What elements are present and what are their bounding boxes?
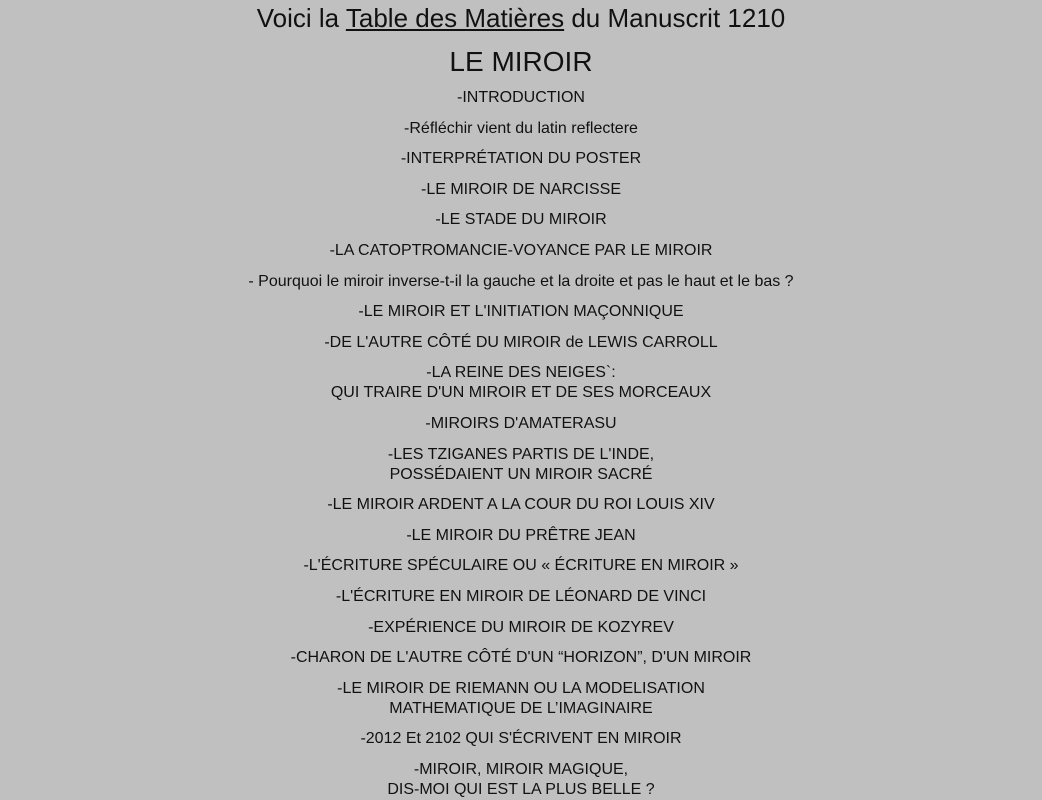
- toc-item[interactable]: [0, 760, 1042, 800]
- toc-item-line: -CHARON DE L'AUTRE CÔTÉ D'UN “HORIZON”, D'UN MIROIR: [290, 649, 752, 667]
- toc-item-line: -LE MIROIR ET L'INITIATION MAÇONNIQUE: [358, 303, 684, 321]
- toc-item[interactable]: [0, 180, 1042, 200]
- toc-item[interactable]: [0, 363, 1042, 403]
- page-heading: [0, 2, 1042, 34]
- toc-item[interactable]: [0, 333, 1042, 353]
- toc-item-line: -L'ÉCRITURE EN MIROIR DE LÉONARD DE VINCI: [335, 587, 707, 605]
- toc-item-line: -DE L'AUTRE CÔTÉ DU MIROIR de LEWIS CARROLL: [324, 333, 718, 351]
- toc-item-line: POSSÉDAIENT UN MIROIR SACRÉ: [389, 465, 653, 483]
- table-of-contents: [0, 88, 1042, 800]
- toc-item[interactable]: [0, 302, 1042, 322]
- toc-item-line: DIS-MOI QUI EST LA PLUS BELLE ?: [387, 780, 655, 798]
- toc-item-line: -LA REINE DES NEIGES`:: [426, 364, 616, 382]
- toc-item-line: -INTERPRÉTATION DU POSTER: [400, 150, 642, 168]
- toc-item-line: -EXPÉRIENCE DU MIROIR DE KOZYREV: [368, 618, 674, 636]
- toc-item-line: MATHEMATIQUE DE L’IMAGINAIRE: [389, 699, 653, 717]
- heading-suffix: du Manuscrit 1210: [564, 3, 786, 33]
- table-of-contents-link[interactable]: Table des Matières: [345, 3, 565, 33]
- page-title: LE MIROIR: [449, 46, 593, 77]
- toc-item-line: -MIROIRS D'AMATERASU: [425, 414, 617, 432]
- toc-item[interactable]: [0, 241, 1042, 261]
- toc-item[interactable]: [0, 526, 1042, 546]
- toc-item-line: -LE MIROIR DU PRÊTRE JEAN: [406, 526, 636, 544]
- toc-item-line: -2012 Et 2102 QUI S'ÉCRIVENT EN MIROIR: [360, 730, 682, 748]
- toc-item[interactable]: [0, 119, 1042, 139]
- toc-item-line: -LE MIROIR DE NARCISSE: [420, 180, 622, 198]
- toc-item[interactable]: [0, 272, 1042, 292]
- toc-item[interactable]: [0, 495, 1042, 515]
- toc-item[interactable]: [0, 618, 1042, 638]
- toc-item[interactable]: [0, 729, 1042, 749]
- toc-item-line: -Réfléchir vient du latin reflectere: [404, 119, 638, 137]
- toc-item-line: -LES TZIGANES PARTIS DE L'INDE,: [387, 445, 655, 463]
- toc-item-line: -INTRODUCTION: [457, 89, 585, 106]
- toc-item-line: - Pourquoi le miroir inverse-t-il la gauche et la droite et pas le haut et le bas ?: [248, 272, 794, 290]
- toc-item-line: -LE MIROIR ARDENT A LA COUR DU ROI LOUIS XIV: [327, 496, 715, 514]
- toc-item[interactable]: [0, 149, 1042, 169]
- toc-item-line: -LE MIROIR DE RIEMANN OU LA MODELISATION: [337, 679, 705, 697]
- toc-item-line: QUI TRAIRE D'UN MIROIR ET DE SES MORCEAUX: [330, 384, 712, 402]
- toc-item[interactable]: [0, 679, 1042, 719]
- toc-item[interactable]: [0, 445, 1042, 485]
- toc-item[interactable]: [0, 648, 1042, 668]
- toc-item-line: -LE STADE DU MIROIR: [435, 211, 607, 229]
- toc-item-line: -L'ÉCRITURE SPÉCULAIRE OU « ÉCRITURE EN MIROIR »: [303, 557, 739, 575]
- toc-item[interactable]: [0, 556, 1042, 576]
- toc-item[interactable]: [0, 414, 1042, 434]
- toc-item-line: -LA CATOPTROMANCIE-VOYANCE PAR LE MIROIR: [329, 241, 713, 259]
- toc-item[interactable]: [0, 88, 1042, 108]
- toc-item[interactable]: [0, 587, 1042, 607]
- toc-item-line: -MIROIR, MIROIR MAGIQUE,: [413, 760, 629, 778]
- heading-prefix: Voici la: [256, 3, 346, 33]
- toc-item[interactable]: [0, 210, 1042, 230]
